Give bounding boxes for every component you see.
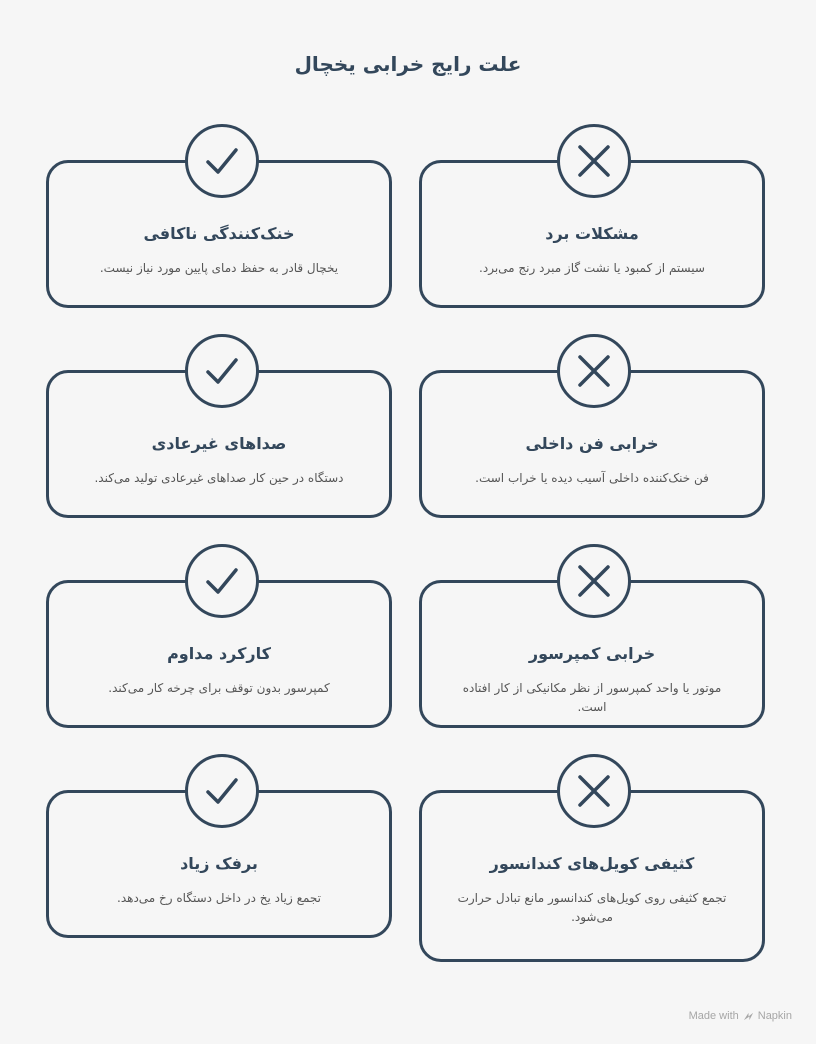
card-title: صداهای غیرعادی: [151, 434, 287, 453]
x-icon: [557, 544, 631, 618]
card-description: تجمع زیاد یخ در داخل دستگاه رخ می‌دهد.: [117, 891, 321, 905]
check-icon: [185, 754, 259, 828]
card-description: موتور یا واحد کمپرسور از نظر مکانیکی از کار افتاده است.: [462, 681, 722, 714]
made-with-label: Made with: [688, 1010, 739, 1022]
card-title: مشکلات برد: [545, 224, 639, 243]
card-title: خرابی فن داخلی: [525, 434, 659, 453]
card-description: تجمع کثیفی روی کویل‌های کندانسور مانع تبادل حرارت می‌شود.: [457, 891, 727, 924]
card-title: کثیفی کویل‌های کندانسور: [489, 854, 695, 873]
napkin-brand-label: Napkin: [757, 1010, 792, 1022]
card-title: خرابی کمپرسور: [528, 644, 656, 663]
x-icon: [557, 754, 631, 828]
made-with-napkin-footer[interactable]: [689, 1010, 792, 1022]
card-description: فن خنک‌کننده داخلی آسیب دیده یا خراب است.: [475, 471, 709, 485]
card-title: برفک زیاد: [180, 854, 258, 873]
check-icon: [185, 334, 259, 408]
check-icon: [185, 544, 259, 618]
x-icon: [557, 124, 631, 198]
card-description: سیستم از کمبود یا نشت گاز مبرد رنج می‌برد.: [479, 261, 705, 275]
card-description: دستگاه در حین کار صداهای غیرعادی تولید می‌کند.: [94, 471, 344, 485]
check-icon: [185, 124, 259, 198]
card-title: خنک‌کنندگی ناکافی: [143, 224, 295, 243]
card-description: کمپرسور بدون توقف برای چرخه کار می‌کند.: [108, 681, 330, 695]
napkin-logo-icon: [743, 1011, 754, 1022]
x-icon: [557, 334, 631, 408]
card-title: کارکرد مداوم: [167, 644, 271, 663]
page-title: علت رایج خرابی یخچال: [294, 52, 522, 76]
card-description: یخچال قادر به حفظ دمای پایین مورد نیاز نیست.: [99, 261, 339, 275]
